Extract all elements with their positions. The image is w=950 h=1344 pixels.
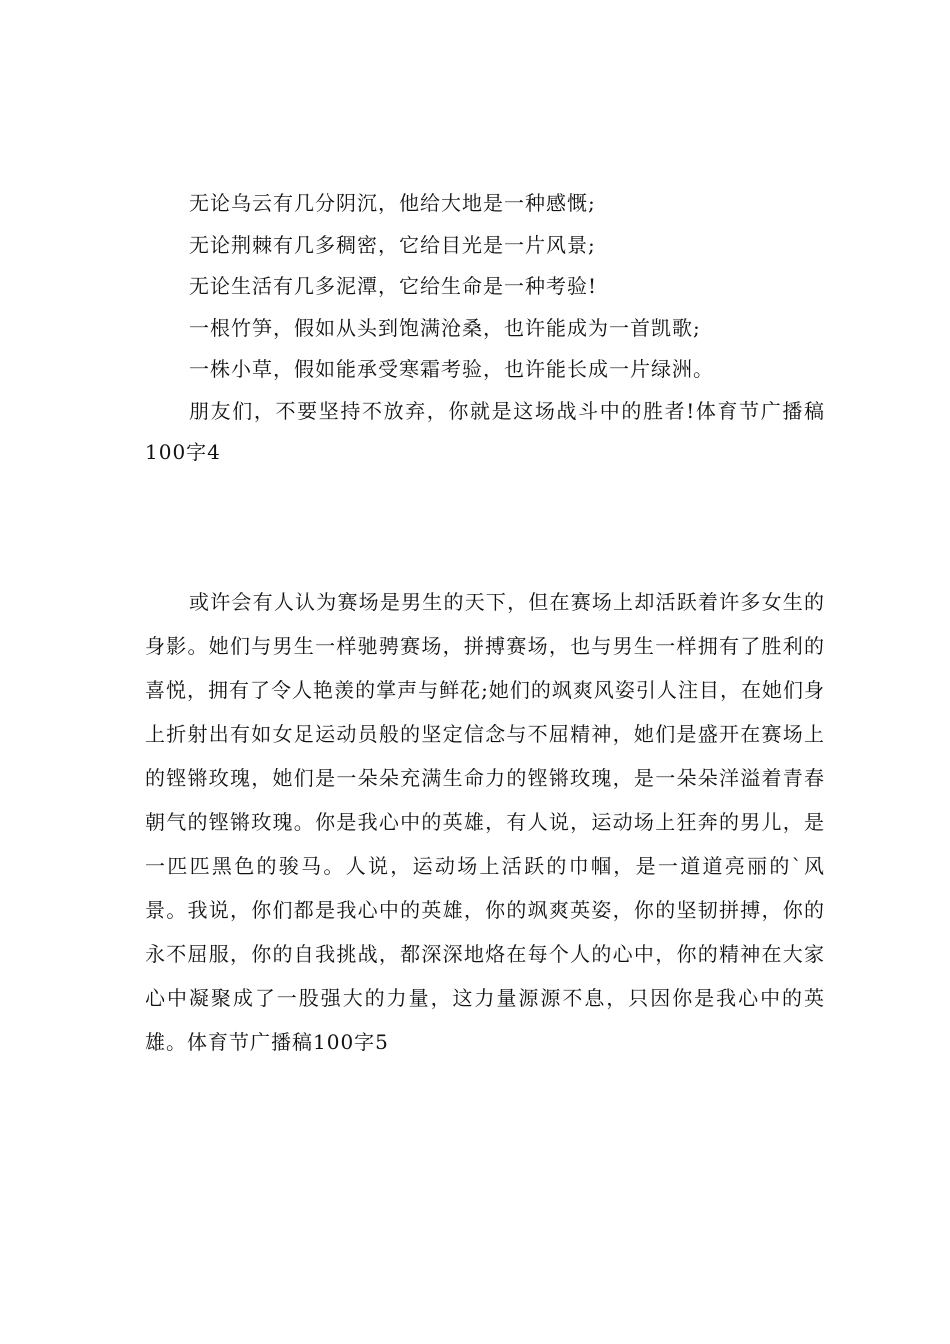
essay-section: [145, 580, 825, 1064]
poem-line-4: 一根竹笋，假如从头到饱满沧桑，也许能成为一首凯歌;: [189, 315, 701, 340]
poem-line-2: 无论荆棘有几多稠密，它给目光是一片风景;: [189, 232, 596, 257]
poem-line-5: 一株小草，假如能承受寒霜考验，也许能长成一片绿洲。: [189, 357, 714, 381]
poem-closing-line: 朋友们，不要坚持不放弃，你就是这场战斗中的胜者!体育节广播稿100字4: [145, 398, 825, 464]
essay-paragraph: 或许会有人认为赛场是男生的天下，但在赛场上却活跃着许多女生的身影。她们与男生一样驰骋赛场，拼搏赛场，也与男生一样拥有了胜利的喜悦，拥有了令人艳羡的掌声与鲜花;她们的飒爽风姿引人注目，在她们身上折射出有如女足运动员般的坚定信念与不屈精神，她们是盛开在赛场上的铿锵玫瑰，她们是一朵朵充满生命力的铿锵玫瑰，是一朵朵洋溢着青春朝气的铿锵玫瑰。你是我心中的英雄，有人说，运动场上狂奔的男儿，是一匹匹黑色的骏马。人说，运动场上活跃的巾帼，是一道道亮丽的`风景。我说，你们都是我心中的英雄，你的飒爽英姿，你的坚韧拼搏，你的永不屈服，你的自我挑战，都深深地烙在每个人的心中，你的精神在大家心中凝聚成了一股强大的力量，这力量源源不息，只因你是我心中的英雄。体育节广播稿100字5: [145, 590, 825, 1054]
poem-line-1: 无论乌云有几分阴沉，他给大地是一种感慨;: [189, 191, 596, 215]
poem-line-3: 无论生活有几多泥潭，它给生命是一种考验!: [189, 274, 598, 298]
poem-section: [145, 183, 825, 474]
